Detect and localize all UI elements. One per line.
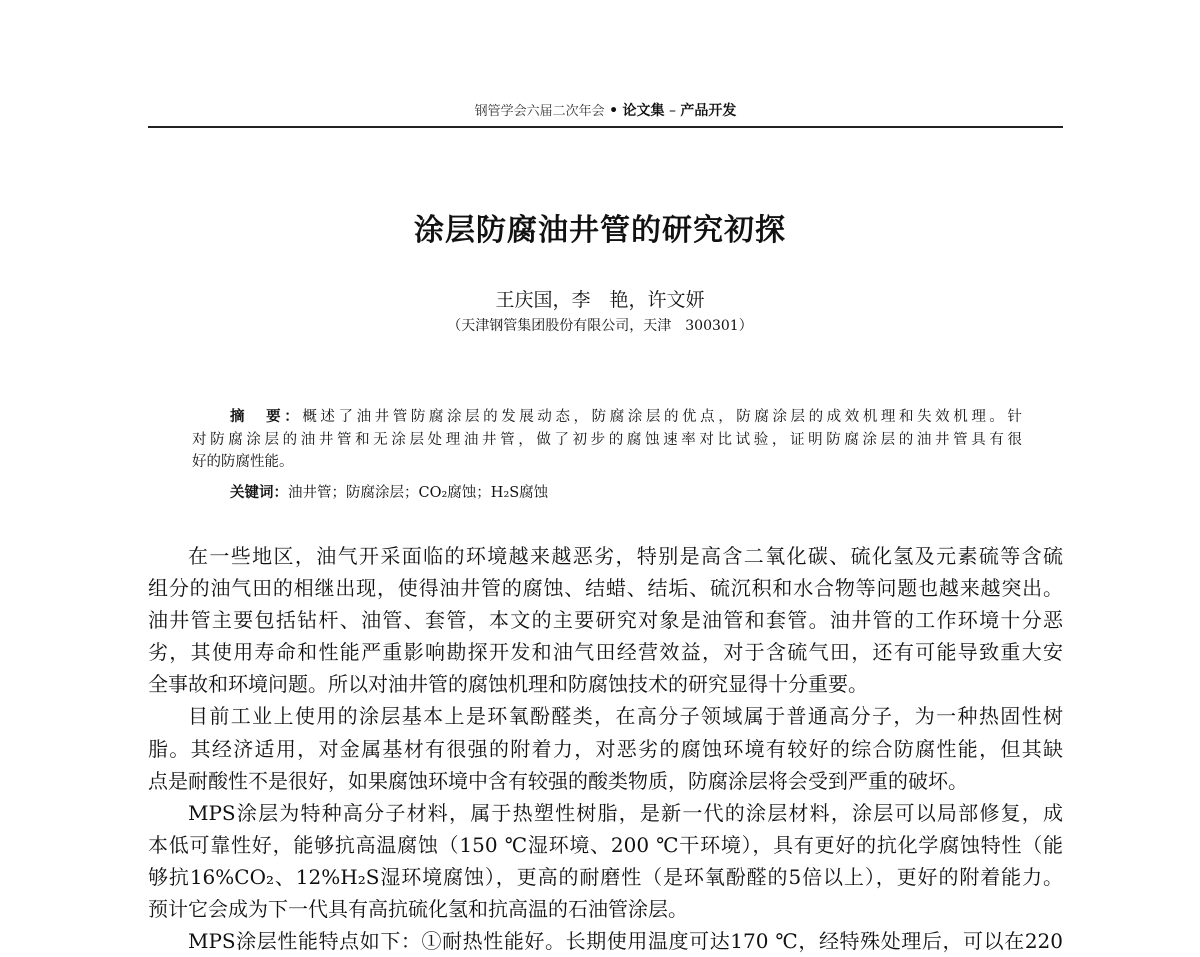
abstract	[192, 406, 1022, 474]
authors: 王庆国，李 艳，许文妍	[495, 289, 705, 311]
header-section: 产品开发	[680, 103, 737, 119]
body-line: MPS涂层为特种高分子材料，属于热塑性树脂，是新一代的涂层材料，涂层可以局部修复，成	[188, 800, 1063, 825]
body-line: 点是耐酸性不是很好，如果腐蚀环境中含有较强的酸类物质，防腐涂层将会受到严重的破坏。	[148, 768, 968, 793]
paper-title: 涂层防腐油井管的研究初探	[414, 213, 786, 248]
body-line: 脂。其经济适用，对金属基材有很强的附着力，对恶劣的腐蚀环境有较好的综合防腐性能，但其缺	[148, 736, 1063, 761]
keywords-label: 关键词：	[230, 485, 288, 501]
header-collection: 论文集	[622, 103, 665, 119]
header-rule	[148, 126, 1063, 128]
header-separator: •	[609, 103, 619, 119]
body-line: 劣，其使用寿命和性能严重影响勘探开发和油气田经营效益，对于含硫气田，还有可能导致重大安	[148, 640, 1063, 665]
abstract-label: 摘 要：	[230, 409, 303, 425]
header-dash: –	[668, 103, 676, 119]
body-line: 油井管主要包括钻杆、油管、套管，本文的主要研究对象是油管和套管。油井管的工作环境十分恶	[148, 608, 1063, 633]
body-line: 本低可靠性好，能够抗高温腐蚀（150 ℃湿环境、200 ℃干环境），具有更好的抗化学腐蚀特性（能	[148, 832, 1063, 857]
header-conference: 钢管学会六届二次年会	[474, 104, 605, 119]
body-line: 在一些地区，油气开采面临的环境越来越恶劣，特别是高含二氧化碳、硫化氢及元素硫等含硫	[188, 544, 1063, 568]
body-text	[148, 540, 1063, 957]
abstract-line: 对防腐涂层的油井管和无涂层处理油井管，做了初步的腐蚀速率对比试验，证明防腐涂层的油井管具有很	[192, 431, 1022, 448]
affiliation: （天津钢管集团股份有限公司，天津 300301）	[447, 318, 753, 334]
body-line: 预计它会成为下一代具有高抗硫化氢和抗高温的石油管涂层。	[148, 897, 688, 922]
running-header	[148, 100, 1063, 120]
keywords-text: 油井管；防腐涂层；CO₂腐蚀；H₂S腐蚀	[288, 485, 549, 501]
body-line: 组分的油气田的相继出现，使得油井管的腐蚀、结蜡、结垢、硫沉积和水合物等问题也越来越突出。	[148, 576, 1063, 601]
body-line: 够抗16%CO₂、12%H₂S湿环境腐蚀），更高的耐磨性（是环氧酚醛的5倍以上），更好的附着能力。	[148, 864, 1063, 889]
keywords	[230, 482, 548, 504]
body-line: MPS涂层性能特点如下：①耐热性能好。长期使用温度可达170 ℃，经特殊处理后，可以在220	[188, 929, 1063, 954]
body-line: 目前工业上使用的涂层基本上是环氧酚醛类，在高分子领域属于普通高分子，为一种热固性树	[188, 704, 1063, 729]
abstract-line: 好的防腐性能。	[192, 454, 294, 470]
body-line: 全事故和环境问题。所以对油井管的腐蚀机理和防腐蚀技术的研究显得十分重要。	[148, 672, 868, 697]
abstract-line: 摘 要：概述了油井管防腐涂层的发展动态，防腐涂层的优点，防腐涂层的成效机理和失效机理。针	[230, 409, 1022, 425]
